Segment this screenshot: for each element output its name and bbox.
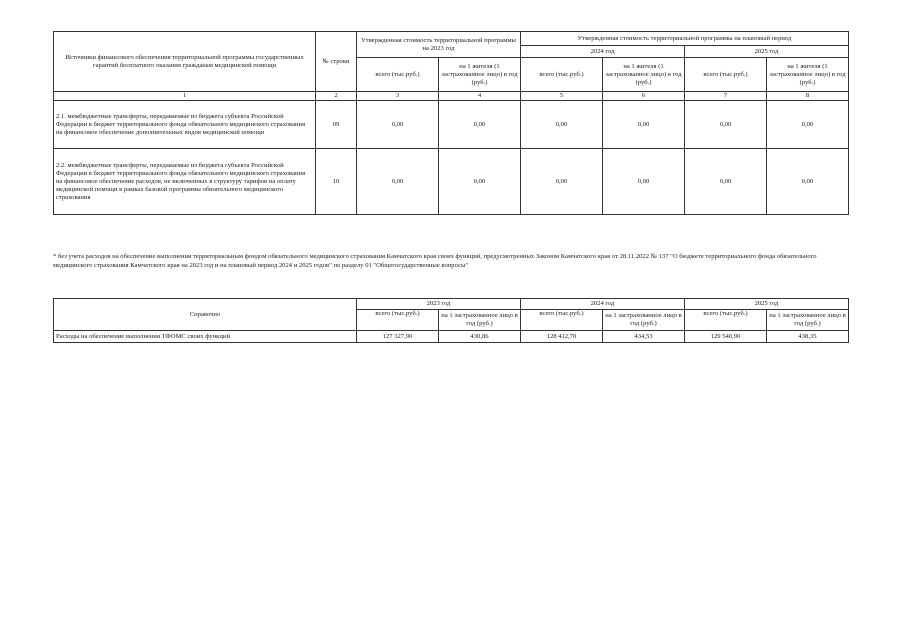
col-2024-per-person: на 1 жителя (1 застрахованное лицо) в год (руб.) <box>603 58 685 92</box>
col-number: 6 <box>603 92 685 101</box>
table-row <box>54 331 849 343</box>
ref-value: 129 540,90 <box>685 331 767 343</box>
ref-value: 127 327,90 <box>357 331 439 343</box>
row-value: 0,00 <box>603 101 685 149</box>
col-number: 3 <box>357 92 439 101</box>
col-2025-total: всего (тыс.руб.) <box>685 58 767 92</box>
header-row-number: № строки <box>316 32 357 92</box>
row-value: 0,00 <box>767 101 849 149</box>
ref-header-label: Справочно <box>54 299 357 331</box>
row-line-number: 09 <box>316 101 357 149</box>
header-year-2024: 2024 год <box>521 46 685 58</box>
col-number: 8 <box>767 92 849 101</box>
col-2025-per-person: на 1 жителя (1 застрахованное лицо) в год (руб.) <box>767 58 849 92</box>
row-value: 0,00 <box>439 149 521 215</box>
row-line-number: 10 <box>316 149 357 215</box>
row-value: 0,00 <box>603 149 685 215</box>
ref-header-year-2025: 2025 год <box>685 299 849 310</box>
col-2023-per-person: на 1 жителя (1 застрахованное лицо) в год (руб.) <box>439 58 521 92</box>
table-row <box>54 149 849 215</box>
ref-value: 434,53 <box>603 331 685 343</box>
col-number: 2 <box>316 92 357 101</box>
ref-value: 128 412,70 <box>521 331 603 343</box>
col-number: 5 <box>521 92 603 101</box>
col-number: 1 <box>54 92 316 101</box>
col-2024-total: всего (тыс.руб.) <box>521 58 603 92</box>
header-source: Источники финансового обеспечения территориальной программы государственных гарантий бесплатного оказания гражданам медицинской помощи <box>54 32 316 92</box>
ref-row-label: Расходы на обеспечение выполнения ТФОМС своих функций <box>54 331 357 343</box>
footnote: * без учета расходов на обеспечение выполнения территориальным фондом обязательного медицинского страхования Камчатского края своих функций, предусмотренных Законом Камчатского края от 28.11.2022 № 137 "О бюджете территориального фонда обязательного медицинского страхования Камчатского края на 2023 год и на плановый период 2024 и 2025 годов" по разделу 01 "Общегосударственные вопросы" <box>53 253 817 269</box>
row-value: 0,00 <box>521 149 603 215</box>
row-value: 0,00 <box>685 101 767 149</box>
row-value: 0,00 <box>685 149 767 215</box>
col-number: 7 <box>685 92 767 101</box>
ref-value: 438,35 <box>767 331 849 343</box>
col-2023-total: всего (тыс.руб.) <box>357 58 439 92</box>
ref-col-per-person: на 1 застрахованное лицо в год (руб.) <box>767 310 849 331</box>
header-2023: Утвержденная стоимость территориальной программы на 2023 год <box>357 32 521 58</box>
financing-sources-table <box>53 31 849 215</box>
row-value: 0,00 <box>521 101 603 149</box>
reference-table <box>53 298 849 343</box>
row-value: 0,00 <box>357 149 439 215</box>
row-label: 2.2. межбюджетные трансферты, передаваемые из бюджета субъекта Российской Федерации в бюджет территориального фонда обязательного медицинского страхования на финансовое обеспечение расходов, не включенных в структуру тарифов на оплату медицинской помощи в рамках базовой программы обязательного медицинского страхования <box>54 149 316 215</box>
ref-col-total: всего (тыс.руб.) <box>357 310 439 331</box>
ref-col-total: всего (тыс.руб.) <box>685 310 767 331</box>
ref-col-per-person: на 1 застрахованное лицо в год (руб.) <box>439 310 521 331</box>
row-label: 2.1. межбюджетные трансферты, передаваемые из бюджета субъекта Российской Федерации в бюджет территориального фонда обязательного медицинского страхования на финансовое обеспечение дополнительных видов медицинской помощи <box>54 101 316 149</box>
row-value: 0,00 <box>439 101 521 149</box>
header-year-2025: 2025 год <box>685 46 849 58</box>
table-row <box>54 101 849 149</box>
ref-value: 430,86 <box>439 331 521 343</box>
ref-header-year-2023: 2023 год <box>357 299 521 310</box>
col-number: 4 <box>439 92 521 101</box>
header-planned-period: Утвержденная стоимость территориальной программы на плановый период <box>521 32 849 46</box>
row-value: 0,00 <box>357 101 439 149</box>
ref-col-per-person: на 1 застрахованное лицо в год (руб.) <box>603 310 685 331</box>
ref-col-total: всего (тыс.руб.) <box>521 310 603 331</box>
row-value: 0,00 <box>767 149 849 215</box>
ref-header-year-2024: 2024 год <box>521 299 685 310</box>
